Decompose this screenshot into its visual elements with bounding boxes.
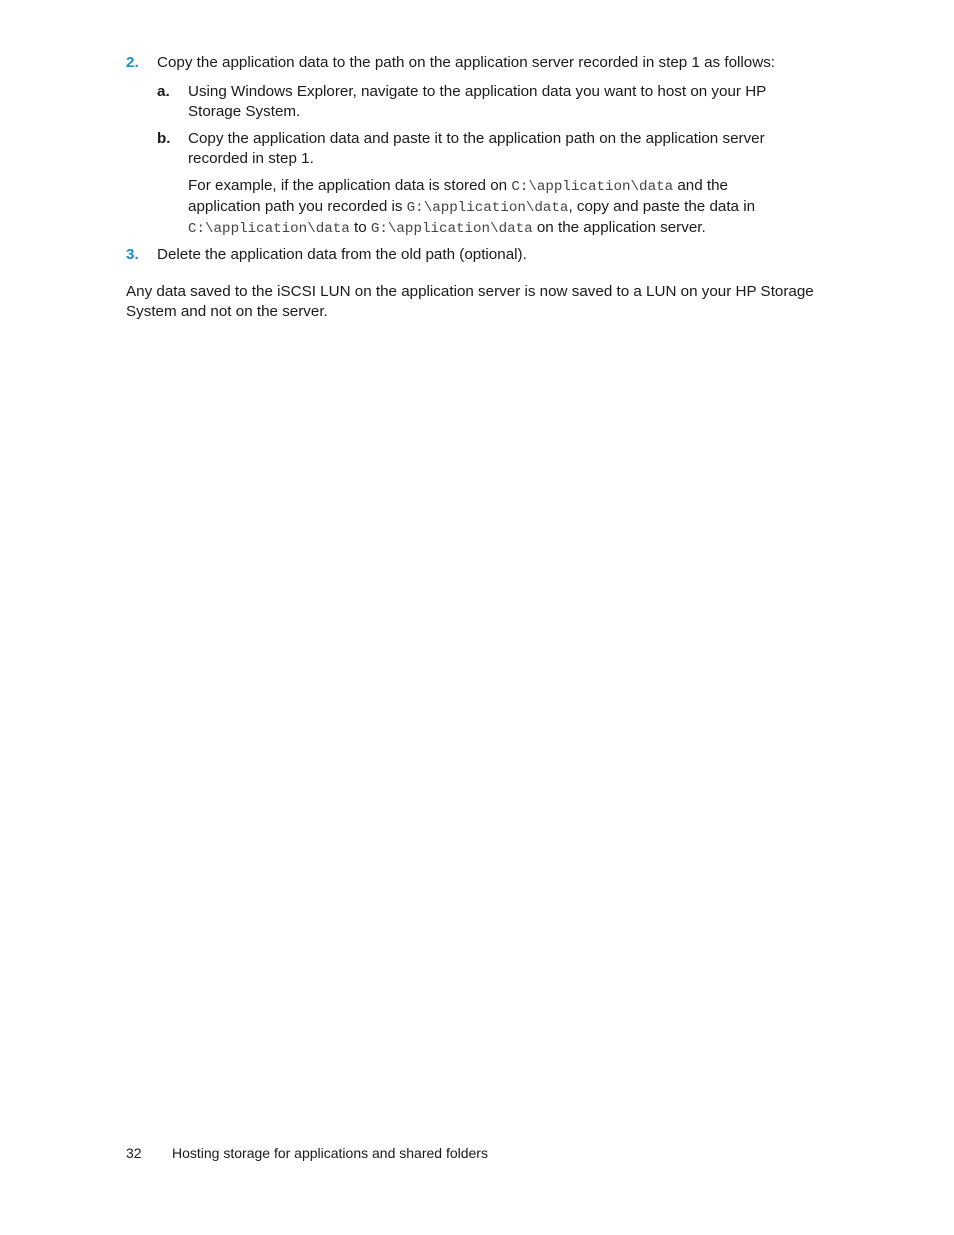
code-path: C:\application\data [511,179,674,195]
code-path: G:\application\data [370,221,533,237]
substep-text: Copy the application data and paste it to the application path on the application server recorded in step 1. [188,130,765,167]
footer-title: Hosting storage for applications and shared folders [172,1145,488,1161]
substep-b [157,129,797,168]
substep-a [157,82,797,121]
code-path: G:\application\data [406,200,569,216]
page-number: 32 [126,1145,142,1161]
example-text: on the application server. [532,219,706,236]
substep-letter: b. [157,130,171,147]
step-2 [126,53,816,73]
substep-letter: a. [157,83,170,100]
example-paragraph [188,176,798,239]
step-text: Copy the application data to the path on the application server recorded in step 1 as follows: [157,54,776,71]
step-number: 2. [126,54,139,71]
step-number: 3. [126,246,139,263]
example-text: and the application path you recorded is [188,177,729,215]
example-text: For example, if the application data is stored on [188,177,512,194]
step-3 [126,245,816,265]
substep-text: Using Windows Explorer, navigate to the application data you want to host on your HP Storage System. [188,83,767,120]
step-text: Delete the application data from the old path (optional). [157,246,527,263]
example-text: , copy and paste the data in [568,198,756,215]
closing-paragraph: Any data saved to the iSCSI LUN on the application server is now saved to a LUN on your HP Storage System and not on the server. [126,283,814,320]
code-path: C:\application\data [188,221,350,237]
example-text: to [349,219,371,236]
